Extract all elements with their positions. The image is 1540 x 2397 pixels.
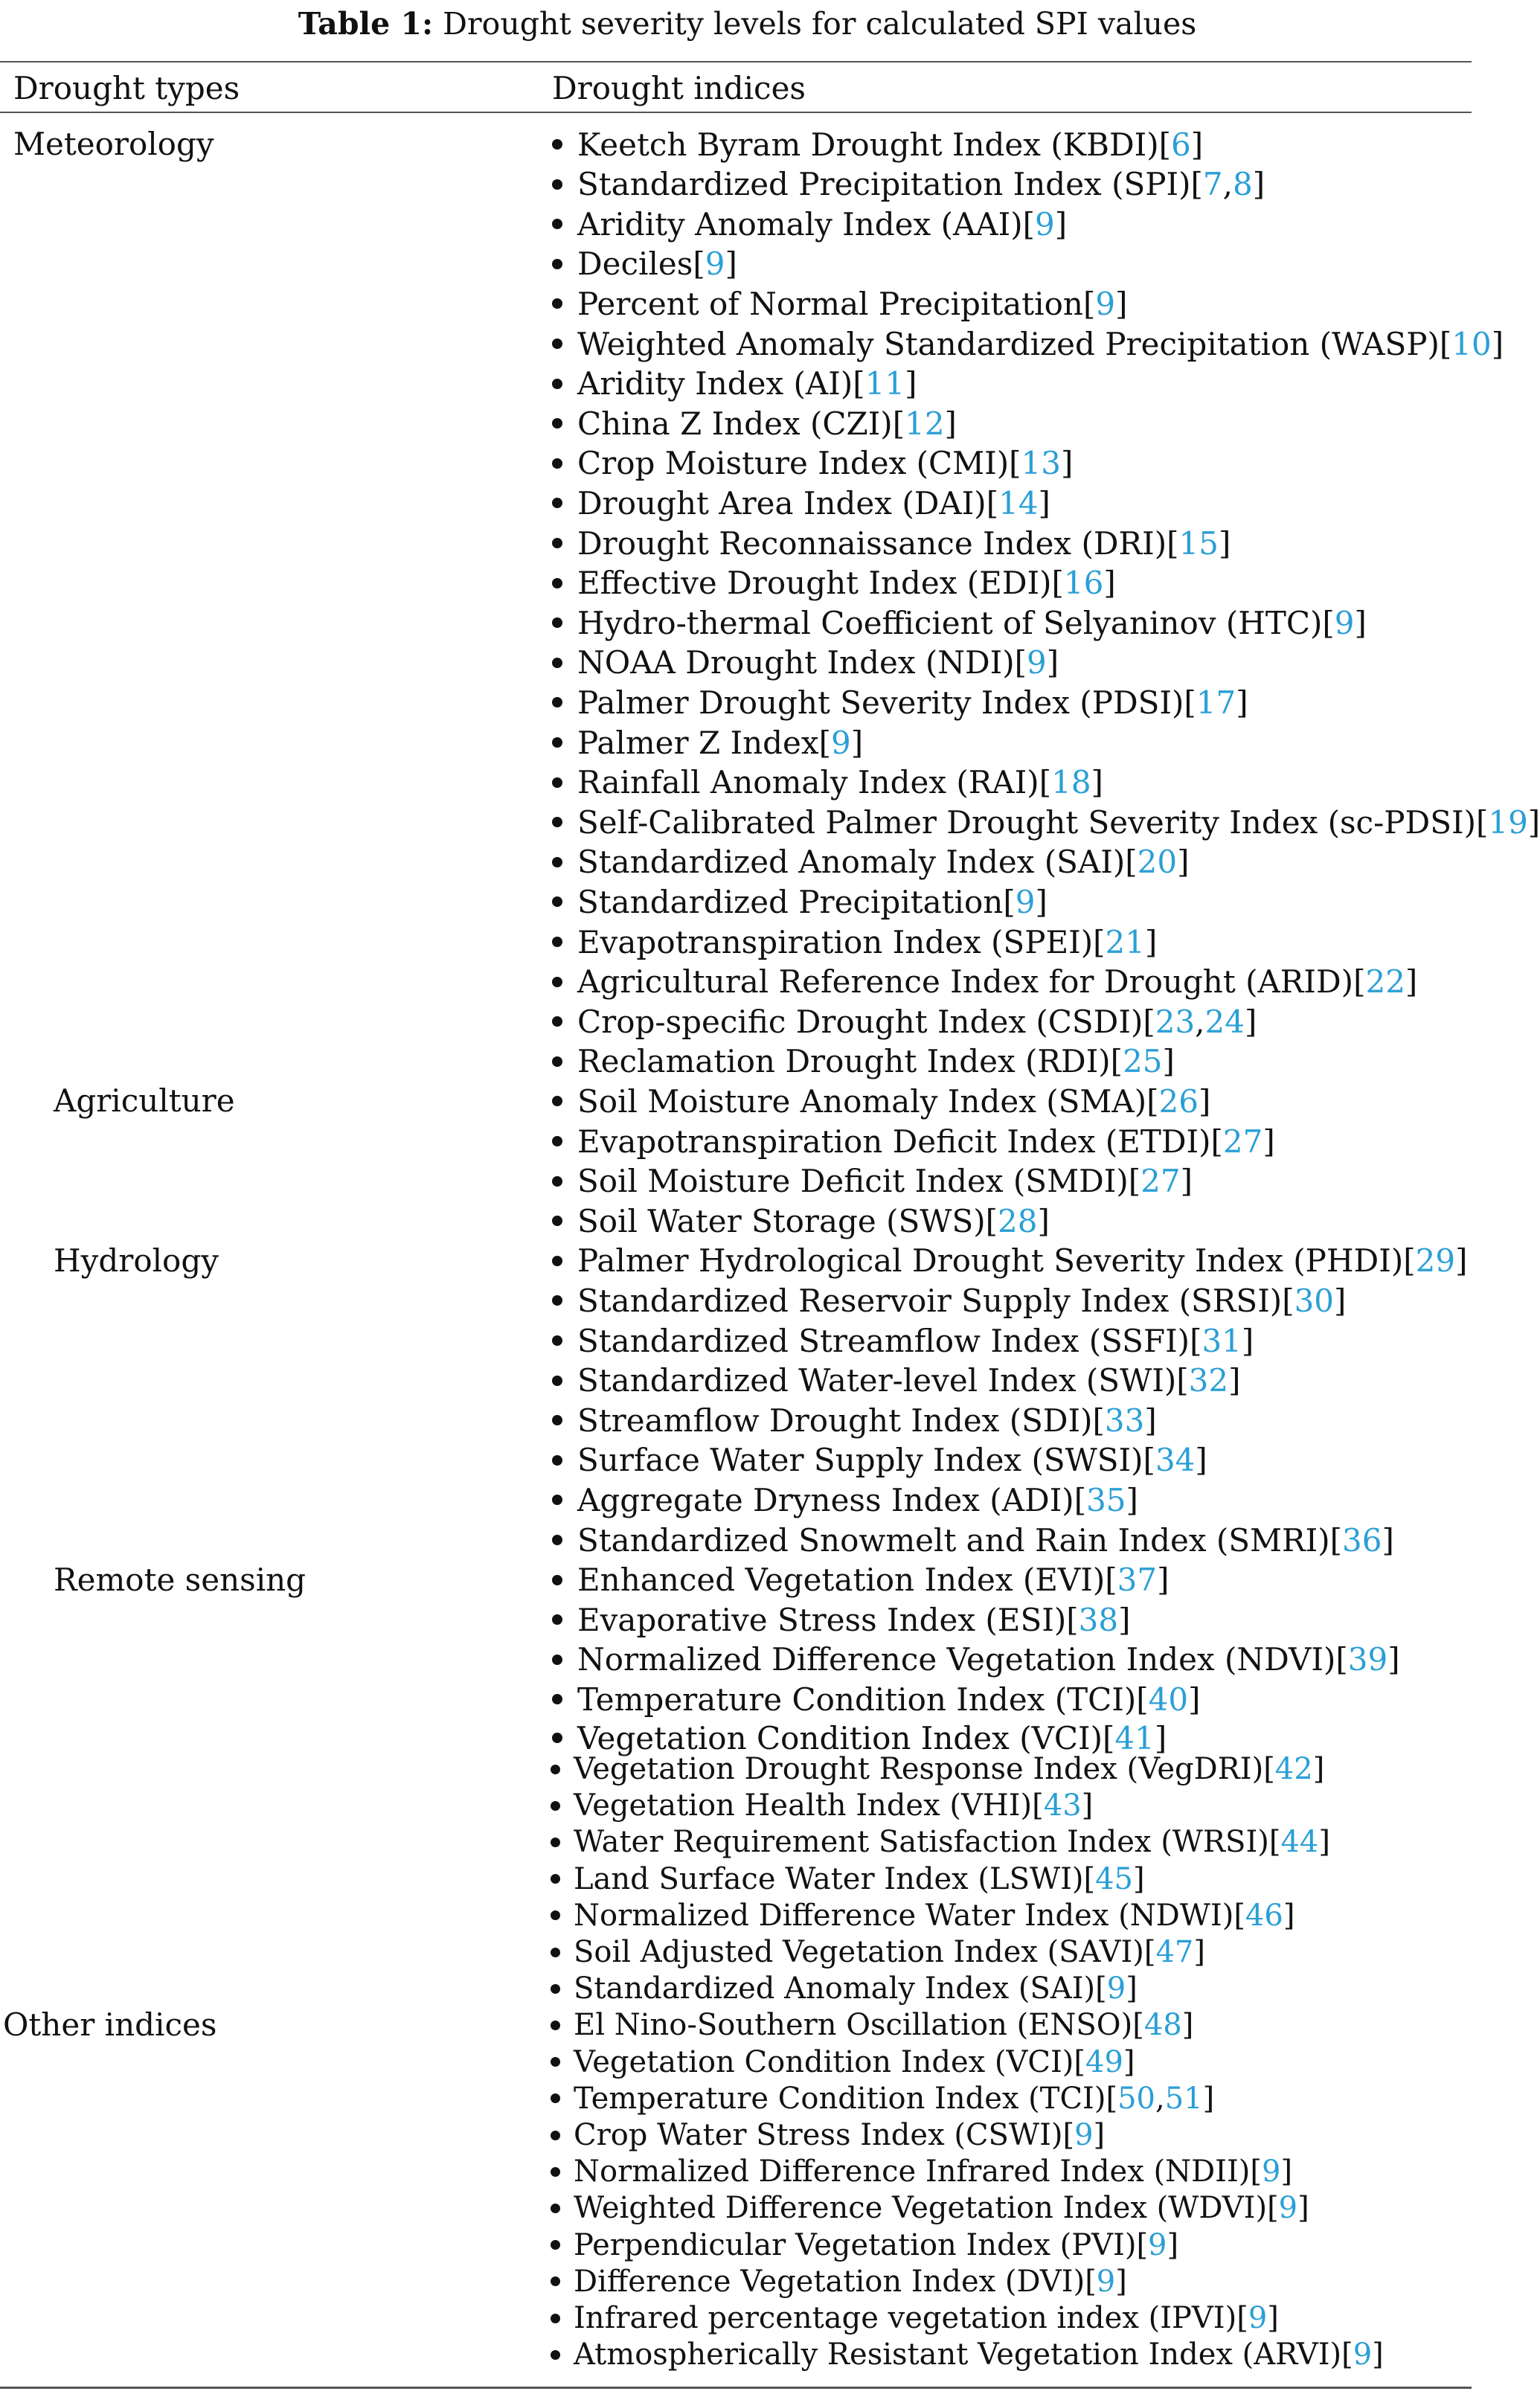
list-item: El Nino-Southern Oscillation (ENSO) [ 48 ] <box>551 2007 1193 2043</box>
bullet-icon <box>551 1801 560 1811</box>
table-caption <box>0 0 1495 48</box>
index-name: Standardized Streamflow Index (SSFI) <box>577 1322 1190 1359</box>
index-name: Vegetation Condition Index (VCI) <box>577 1719 1103 1756</box>
bullet-icon <box>551 1874 560 1884</box>
index-name: Evaporative Stress Index (ESI) <box>577 1601 1067 1638</box>
list-item: Standardized Snowmelt and Rain Index (SMRI) [ 36 ] <box>552 1521 1394 1559</box>
citation-link[interactable]: 28 <box>998 1202 1038 1239</box>
bullet-icon <box>552 498 562 508</box>
citation-link[interactable]: 31 <box>1201 1322 1242 1359</box>
bullet-icon <box>552 1415 562 1425</box>
list-item: Soil Moisture Anomaly Index (SMA) [ 26 ] <box>552 1082 1210 1120</box>
list-item: Hydro-thermal Coefficient of Selyaninov (HTC) [ 9 ] <box>552 603 1367 642</box>
index-name: Normalized Difference Vegetation Index (NDVI) <box>577 1641 1336 1678</box>
list-item: Land Surface Water Index (LSWI) [ 45 ] <box>551 1861 1145 1897</box>
list-item: Crop Water Stress Index (CSWI) [ 9 ] <box>551 2117 1105 2153</box>
list-item: Aggregate Dryness Index (ADI) [ 35 ] <box>552 1480 1138 1519</box>
citation-link[interactable]: 9 <box>1334 604 1355 641</box>
bullet-icon <box>551 2057 560 2067</box>
list-item: Aridity Anomaly Index (AAI) [ 9 ] <box>552 205 1067 243</box>
bullet-icon <box>552 1016 562 1027</box>
citation-link[interactable]: 9 <box>1096 2264 1116 2299</box>
list-item: Standardized Streamflow Index (SSFI) [ 31 ] <box>552 1321 1254 1360</box>
drought-type-label: Other indices <box>3 2006 217 2044</box>
list-item: Standardized Anomaly Index (SAI) [ 9 ] <box>551 1971 1138 2006</box>
list-item: Weighted Anomaly Standardized Precipitation (WASP) [ 10 ] <box>552 324 1504 363</box>
citation-link[interactable]: 48 <box>1143 2008 1182 2043</box>
list-item: Self-Calibrated Palmer Drought Severity Index (sc-PDSI) [ 19 ] <box>552 803 1540 841</box>
bullet-icon <box>552 1733 562 1743</box>
top-rule <box>0 61 1472 62</box>
citation-link[interactable]: 19 <box>1488 803 1528 841</box>
bullet-icon <box>552 697 562 707</box>
bullet-icon <box>552 1614 562 1625</box>
index-name: Temperature Condition Index (TCI) <box>574 2081 1106 2116</box>
bullet-icon <box>552 219 562 229</box>
citation-link[interactable]: 27 <box>1222 1123 1263 1160</box>
bullet-icon <box>551 2314 560 2323</box>
citation-link[interactable]: 33 <box>1104 1402 1145 1439</box>
citation-link[interactable]: 9 <box>705 246 725 283</box>
citation-link[interactable]: 47 <box>1155 1935 1194 1969</box>
index-name: Water Requirement Satisfaction Index (WRSI) <box>574 1825 1269 1860</box>
index-name: Percent of Normal Precipitation <box>577 285 1083 322</box>
citation-link[interactable]: 46 <box>1245 1898 1283 1933</box>
drought-type-label: Hydrology <box>54 1242 219 1279</box>
citation-link[interactable]: 18 <box>1051 764 1091 801</box>
list-item: Deciles [ 9 ] <box>552 245 737 283</box>
list-item: Enhanced Vegetation Index (EVI) [ 37 ] <box>552 1561 1169 1599</box>
bullet-icon <box>551 2093 560 2103</box>
bullet-icon <box>552 1295 562 1306</box>
list-item: Agricultural Reference Index for Drought (ARID) [ 22 ] <box>552 963 1417 1001</box>
list-item: Crop-specific Drought Index (CSDI) [ 23 , 24 ] <box>552 1002 1257 1041</box>
list-item: Standardized Precipitation Index (SPI) [ 7 , 8 ] <box>552 165 1265 204</box>
column-header-indices: Drought indices <box>552 70 806 106</box>
bullet-icon <box>551 2167 560 2177</box>
index-name: China Z Index (CZI) <box>577 405 893 442</box>
list-item: Palmer Z Index [ 9 ] <box>552 723 863 762</box>
bullet-icon <box>552 139 562 150</box>
citation-link[interactable]: 45 <box>1095 1861 1134 1896</box>
bullet-icon <box>551 1948 560 1957</box>
citation-link[interactable]: 8 <box>1232 166 1253 203</box>
citation-link[interactable]: 24 <box>1204 1003 1245 1040</box>
bullet-icon <box>552 658 562 668</box>
citation-link[interactable]: 41 <box>1114 1719 1155 1756</box>
list-item: Standardized Water-level Index (SWI) [ 32 ] <box>552 1361 1240 1400</box>
list-item: Standardized Precipitation [ 9 ] <box>552 882 1047 921</box>
citation-link[interactable]: 9 <box>830 724 851 761</box>
list-item: NOAA Drought Index (NDI) [ 9 ] <box>552 644 1059 682</box>
list-item: Surface Water Supply Index (SWSI) [ 34 ] <box>552 1441 1207 1480</box>
citation-link[interactable]: 22 <box>1365 963 1405 1001</box>
list-item: Streamflow Drought Index (SDI) [ 33 ] <box>552 1401 1157 1440</box>
list-item: Rainfall Anomaly Index (RAI) [ 18 ] <box>552 763 1103 802</box>
citation-link[interactable]: 15 <box>1178 524 1219 562</box>
index-name: Crop Water Stress Index (CSWI) <box>574 2118 1063 2152</box>
list-item: Aridity Index (AI) [ 11 ] <box>552 365 917 403</box>
bullet-icon <box>552 617 562 628</box>
citation-link[interactable]: 49 <box>1085 2044 1123 2079</box>
index-name: Palmer Drought Severity Index (PDSI) <box>577 684 1184 721</box>
list-item: Infrared percentage vegetation index (IPVI) [ 9 ] <box>551 2300 1279 2336</box>
index-name: NOAA Drought Index (NDI) <box>577 644 1015 681</box>
bullet-icon <box>552 259 562 269</box>
citation-link[interactable]: 9 <box>1106 1971 1126 2006</box>
citation-link[interactable]: 9 <box>1095 285 1116 322</box>
header-rule <box>0 112 1472 113</box>
index-name: Effective Drought Index (EDI) <box>577 565 1052 602</box>
bullet-icon <box>552 857 562 867</box>
bullet-icon <box>552 1256 562 1266</box>
index-name: Vegetation Health Index (VHI) <box>574 1788 1033 1823</box>
citation-link[interactable]: 16 <box>1063 565 1104 602</box>
citation-link[interactable]: 40 <box>1148 1681 1189 1718</box>
citation-link[interactable]: 27 <box>1140 1163 1181 1200</box>
bullet-icon <box>552 1455 562 1466</box>
index-name: Aridity Anomaly Index (AAI) <box>577 205 1023 243</box>
index-name: Weighted Anomaly Standardized Precipitation (WASP) <box>577 325 1440 362</box>
column-header-types: Drought types <box>13 70 240 106</box>
index-name: Keetch Byram Drought Index (KBDI) <box>577 126 1159 163</box>
index-name: Difference Vegetation Index (DVI) <box>574 2264 1085 2299</box>
index-name: Palmer Hydrological Drought Severity Index (PHDI) <box>577 1242 1404 1280</box>
index-name: Enhanced Vegetation Index (EVI) <box>577 1562 1106 1599</box>
index-name: Streamflow Drought Index (SDI) <box>577 1402 1093 1439</box>
list-item: Vegetation Condition Index (VCI) [ 49 ] <box>551 2044 1135 2080</box>
list-item: Water Requirement Satisfaction Index (WRSI) [ 44 ] <box>551 1824 1330 1860</box>
index-name: Soil Moisture Deficit Index (SMDI) <box>577 1163 1129 1200</box>
bullet-icon <box>552 896 562 907</box>
index-name: Normalized Difference Water Index (NDWI) <box>574 1898 1234 1933</box>
list-item: Evapotranspiration Index (SPEI) [ 21 ] <box>552 922 1157 961</box>
bullet-icon <box>552 418 562 429</box>
citation-link[interactable]: 9 <box>1074 2118 1094 2152</box>
list-item: Percent of Normal Precipitation [ 9 ] <box>552 284 1127 323</box>
bullet-icon <box>551 2276 560 2286</box>
index-name: Hydro-thermal Coefficient of Selyaninov (HTC) <box>577 604 1323 641</box>
citation-link[interactable]: 37 <box>1117 1562 1158 1599</box>
list-item: Drought Area Index (DAI) [ 14 ] <box>552 484 1050 522</box>
bullet-icon <box>552 1694 562 1704</box>
citation-link[interactable]: 6 <box>1170 126 1191 163</box>
citation-link[interactable]: 35 <box>1086 1481 1126 1518</box>
list-item: Soil Adjusted Vegetation Index (SAVI) [ 47 ] <box>551 1934 1205 1970</box>
drought-type-label: Meteorology <box>13 126 214 162</box>
citation-link[interactable]: 38 <box>1078 1601 1119 1638</box>
list-item: Palmer Drought Severity Index (PDSI) [ 17 ] <box>552 683 1248 722</box>
list-item: Drought Reconnaissance Index (DRI) [ 15 ] <box>552 524 1231 562</box>
index-name: Surface Water Supply Index (SWSI) <box>577 1442 1143 1479</box>
index-name: Reclamation Drought Index (RDI) <box>577 1043 1111 1080</box>
bullet-icon <box>552 298 562 309</box>
index-name: Land Surface Water Index (LSWI) <box>574 1861 1084 1896</box>
bullet-icon <box>552 1216 562 1226</box>
citation-link[interactable]: 32 <box>1188 1362 1229 1399</box>
bullet-icon <box>552 1575 562 1585</box>
list-item: Palmer Hydrological Drought Severity Index (PHDI) [ 29 ] <box>552 1242 1467 1280</box>
bullet-icon <box>551 2204 560 2213</box>
citation-link[interactable]: 12 <box>905 405 945 442</box>
list-item: Normalized Difference Vegetation Index (NDVI) [ 39 ] <box>552 1640 1400 1679</box>
list-item: Normalized Difference Infrared Index (NDII) [ 9 ] <box>551 2154 1292 2189</box>
list-item: Keetch Byram Drought Index (KBDI) [ 6 ] <box>552 125 1203 164</box>
citation-link[interactable]: 11 <box>864 365 905 402</box>
index-name: Deciles <box>577 246 693 283</box>
bullet-icon <box>551 2240 560 2250</box>
citation-link[interactable]: 17 <box>1196 684 1236 721</box>
list-item: China Z Index (CZI) [ 12 ] <box>552 404 957 443</box>
index-name: Standardized Snowmelt and Rain Index (SMRI) <box>577 1521 1330 1559</box>
bullet-icon <box>551 1910 560 1920</box>
table-title: Drought severity levels for calculated SPI values <box>433 6 1197 42</box>
index-name: Infrared percentage vegetation index (IPVI) <box>574 2301 1237 2335</box>
index-name: Palmer Z Index <box>577 724 819 761</box>
bullet-icon <box>551 1838 560 1847</box>
list-item: Standardized Reservoir Supply Index (SRSI) [ 30 ] <box>552 1281 1346 1320</box>
list-item: Reclamation Drought Index (RDI) [ 25 ] <box>552 1042 1175 1081</box>
bullet-icon <box>552 1535 562 1545</box>
index-name: Evapotranspiration Index (SPEI) <box>577 923 1094 960</box>
index-name: El Nino-Southern Oscillation (ENSO) <box>574 2008 1133 2043</box>
index-name: Soil Water Storage (SWS) <box>577 1202 986 1239</box>
bullet-icon <box>551 1765 560 1774</box>
citation-link[interactable]: 23 <box>1155 1003 1196 1040</box>
citation-link[interactable]: 9 <box>1261 2154 1281 2189</box>
bullet-icon <box>552 1655 562 1665</box>
citation-link[interactable]: 9 <box>1027 644 1047 681</box>
index-name: Crop Moisture Index (CMI) <box>577 445 1010 482</box>
index-name: Vegetation Condition Index (VCI) <box>574 2044 1074 2079</box>
index-name: Atmospherically Resistant Vegetation Index (ARVI) <box>574 2337 1342 2372</box>
bullet-icon <box>552 458 562 469</box>
bullet-icon <box>552 1376 562 1386</box>
citation-link[interactable]: 21 <box>1105 923 1145 960</box>
list-item: Vegetation Health Index (VHI) [ 43 ] <box>551 1788 1093 1823</box>
citation-link[interactable]: 29 <box>1415 1242 1456 1280</box>
citation-link[interactable]: 9 <box>1353 2337 1373 2372</box>
citation-link[interactable]: 50 <box>1117 2081 1155 2116</box>
citation-link[interactable]: 13 <box>1021 445 1061 482</box>
bullet-icon <box>552 538 562 548</box>
index-name: Self-Calibrated Palmer Drought Severity Index (sc-PDSI) <box>577 803 1476 841</box>
index-name: Evapotranspiration Deficit Index (ETDI) <box>577 1123 1211 1160</box>
index-name: Temperature Condition Index (TCI) <box>577 1681 1137 1718</box>
citation-link[interactable]: 51 <box>1164 2081 1203 2116</box>
citation-link[interactable]: 44 <box>1280 1825 1319 1860</box>
index-name: Perpendicular Vegetation Index (PVI) <box>574 2227 1137 2262</box>
index-name: Normalized Difference Infrared Index (NDII) <box>574 2154 1251 2189</box>
list-item: Temperature Condition Index (TCI) [ 50 , 51 ] <box>551 2081 1214 2117</box>
list-item: Effective Drought Index (EDI) [ 16 ] <box>552 564 1116 603</box>
index-name: Rainfall Anomaly Index (RAI) <box>577 764 1039 801</box>
citation-link[interactable]: 9 <box>1015 883 1036 920</box>
index-name: Standardized Anomaly Index (SAI) <box>577 844 1126 881</box>
bullet-icon <box>552 578 562 588</box>
list-item: Atmospherically Resistant Vegetation Index (ARVI) [ 9 ] <box>551 2337 1384 2372</box>
drought-type-label: Agriculture <box>54 1082 235 1120</box>
citation-link[interactable]: 34 <box>1155 1442 1196 1479</box>
drought-type-label: Remote sensing <box>54 1561 307 1598</box>
index-name: Standardized Water-level Index (SWI) <box>577 1362 1177 1399</box>
citation-link[interactable]: 9 <box>1248 2301 1268 2335</box>
index-name: Standardized Precipitation <box>577 883 1004 920</box>
bullet-icon <box>552 977 562 987</box>
bullet-icon <box>552 1056 562 1067</box>
citation-link[interactable]: 43 <box>1043 1788 1082 1823</box>
citation-link[interactable]: 9 <box>1278 2191 1298 2226</box>
citation-link[interactable]: 39 <box>1347 1641 1388 1678</box>
bullet-icon <box>552 1335 562 1346</box>
index-name: Aridity Index (AI) <box>577 365 853 402</box>
citation-link[interactable]: 14 <box>998 484 1039 522</box>
bullet-icon <box>552 777 562 788</box>
list-item: Vegetation Drought Response Index (VegDRI) [ 42 ] <box>551 1751 1324 1787</box>
list-item: Crop Moisture Index (CMI) [ 13 ] <box>552 444 1073 483</box>
citation-link[interactable]: 20 <box>1137 844 1178 881</box>
list-item: Vegetation Condition Index (VCI) [ 41 ] <box>552 1719 1167 1757</box>
citation-link[interactable]: 7 <box>1202 166 1223 203</box>
citation-link[interactable]: 42 <box>1274 1752 1313 1786</box>
clipped-row <box>521 1719 1488 1756</box>
list-item: Evapotranspiration Deficit Index (ETDI) [ 27 ] <box>552 1122 1275 1161</box>
list-item: Standardized Anomaly Index (SAI) [ 20 ] <box>552 843 1189 882</box>
citation-link[interactable]: 36 <box>1342 1521 1382 1559</box>
index-name: Standardized Precipitation Index (SPI) <box>577 166 1191 203</box>
list-item: Perpendicular Vegetation Index (PVI) [ 9 ] <box>551 2227 1178 2263</box>
index-name: Vegetation Drought Response Index (VegDRI) <box>574 1752 1264 1786</box>
list-item: Evaporative Stress Index (ESI) [ 38 ] <box>552 1600 1130 1639</box>
citation-link[interactable]: 9 <box>1035 205 1055 243</box>
index-name: Crop-specific Drought Index (CSDI) <box>577 1003 1143 1040</box>
list-item: Soil Moisture Deficit Index (SMDI) [ 27 ] <box>552 1162 1193 1201</box>
bullet-icon <box>552 379 562 389</box>
bullet-icon <box>552 937 562 947</box>
citation-link[interactable]: 9 <box>1148 2227 1167 2262</box>
index-name: Soil Adjusted Vegetation Index (SAVI) <box>574 1935 1144 1969</box>
index-name: Aggregate Dryness Index (ADI) <box>577 1481 1074 1518</box>
list-item: Weighted Difference Vegetation Index (WDVI) [ 9 ] <box>551 2190 1309 2226</box>
bullet-icon <box>551 2021 560 2030</box>
bullet-icon <box>552 1495 562 1505</box>
citation-link[interactable]: 10 <box>1451 325 1492 362</box>
index-name: Soil Moisture Anomaly Index (SMA) <box>577 1082 1147 1120</box>
list-item: Soil Water Storage (SWS) [ 28 ] <box>552 1201 1050 1240</box>
list-item: Difference Vegetation Index (DVI) [ 9 ] <box>551 2264 1127 2300</box>
citation-link[interactable]: 25 <box>1123 1043 1163 1080</box>
bullet-icon <box>552 817 562 827</box>
index-name: Agricultural Reference Index for Drought (ARID) <box>577 963 1354 1001</box>
citation-link[interactable]: 26 <box>1158 1082 1199 1120</box>
bullet-icon <box>552 179 562 190</box>
index-name: Standardized Reservoir Supply Index (SRSI) <box>577 1282 1283 1319</box>
index-name: Standardized Anomaly Index (SAI) <box>574 1971 1096 2006</box>
list-item: Normalized Difference Water Index (NDWI) [ 46 ] <box>551 1898 1294 1934</box>
index-name: Weighted Difference Vegetation Index (WDVI) <box>574 2191 1268 2226</box>
index-name: Drought Area Index (DAI) <box>577 484 986 522</box>
bottom-rule <box>0 2387 1472 2389</box>
bullet-icon <box>552 1096 562 1106</box>
bullet-icon <box>551 2131 560 2140</box>
list-item: Temperature Condition Index (TCI) [ 40 ] <box>552 1680 1200 1719</box>
citation-link[interactable]: 30 <box>1294 1282 1335 1319</box>
bullet-icon <box>552 1136 562 1146</box>
bullet-icon <box>552 737 562 748</box>
bullet-icon <box>552 338 562 349</box>
bullet-icon <box>551 2350 560 2360</box>
bullet-icon <box>551 1984 560 1994</box>
table-label: Table 1: <box>298 6 434 42</box>
index-name: Drought Reconnaissance Index (DRI) <box>577 524 1167 562</box>
bullet-icon <box>552 1176 562 1187</box>
